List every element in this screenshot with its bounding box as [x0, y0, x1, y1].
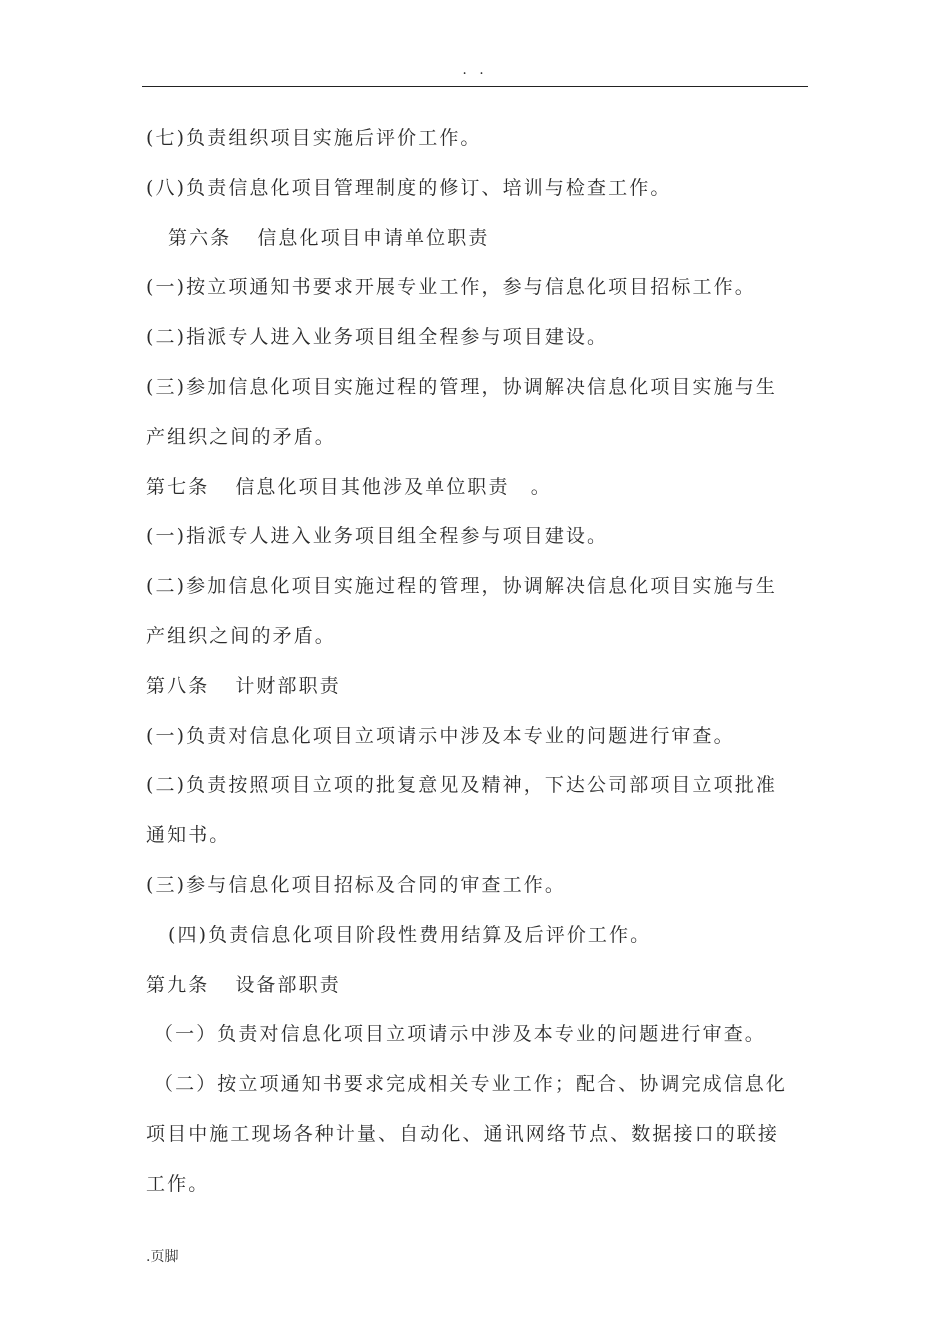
document-body	[146, 114, 810, 1210]
article-heading	[146, 214, 810, 264]
paragraph-line: 工作。	[146, 1172, 210, 1195]
paragraph-line: (三)参加信息化项目实施过程的管理，协调解决信息化项目实施与生	[146, 375, 777, 398]
paragraph-line: (二)参加信息化项目实施过程的管理，协调解决信息化项目实施与生	[146, 575, 777, 598]
paragraph-line: （二）按立项通知书要求完成相关专业工作；配合、协调完成信息化	[154, 1073, 788, 1096]
article-number: 第六条	[168, 226, 232, 249]
article-number: 第七条	[146, 475, 210, 498]
article-title: 信息化项目申请单位职责	[257, 226, 490, 249]
article-heading	[146, 961, 810, 1011]
paragraph-line: 项目中施工现场各种计量、自动化、通讯网络节点、数据接口的联接	[146, 1122, 780, 1145]
article-title: 信息化项目其他涉及单位职责 。	[235, 475, 552, 498]
paragraph-line: (一)负责对信息化项目立项请示中涉及本专业的问题进行审查。	[146, 724, 735, 747]
page-footer: .页脚	[146, 1249, 179, 1265]
paragraph-line: (八)负责信息化项目管理制度的修订、培训与检查工作。	[146, 176, 672, 199]
paragraph-line: (二)负责按照项目立项的批复意见及精神，下达公司部项目立项批准	[146, 774, 777, 797]
paragraph-line: 通知书。	[146, 824, 231, 847]
article-title: 计财部职责	[235, 674, 341, 697]
paragraph-line: (一)按立项通知书要求开展专业工作，参与信息化项目招标工作。	[146, 276, 756, 299]
article-heading	[146, 662, 810, 712]
article-number: 第九条	[146, 973, 210, 996]
header-divider	[142, 86, 808, 87]
paragraph-line: （一）负责对信息化项目立项请示中涉及本专业的问题进行审查。	[154, 1023, 766, 1046]
paragraph-line: (四)负责信息化项目阶段性费用结算及后评价工作。	[168, 923, 652, 946]
paragraph-line: (一)指派专人进入业务项目组全程参与项目建设。	[146, 525, 609, 548]
paragraph-line: 产组织之间的矛盾。	[146, 425, 336, 448]
paragraph-line: (三)参与信息化项目招标及合同的审查工作。	[146, 873, 566, 896]
page-header-mark: . .	[462, 62, 488, 78]
article-heading	[146, 463, 810, 513]
paragraph-line: 产组织之间的矛盾。	[146, 624, 336, 647]
article-title: 设备部职责	[235, 973, 341, 996]
paragraph-line: (二)指派专人进入业务项目组全程参与项目建设。	[146, 326, 609, 349]
article-number: 第八条	[146, 674, 210, 697]
paragraph-line: (七)负责组织项目实施后评价工作。	[146, 127, 482, 149]
